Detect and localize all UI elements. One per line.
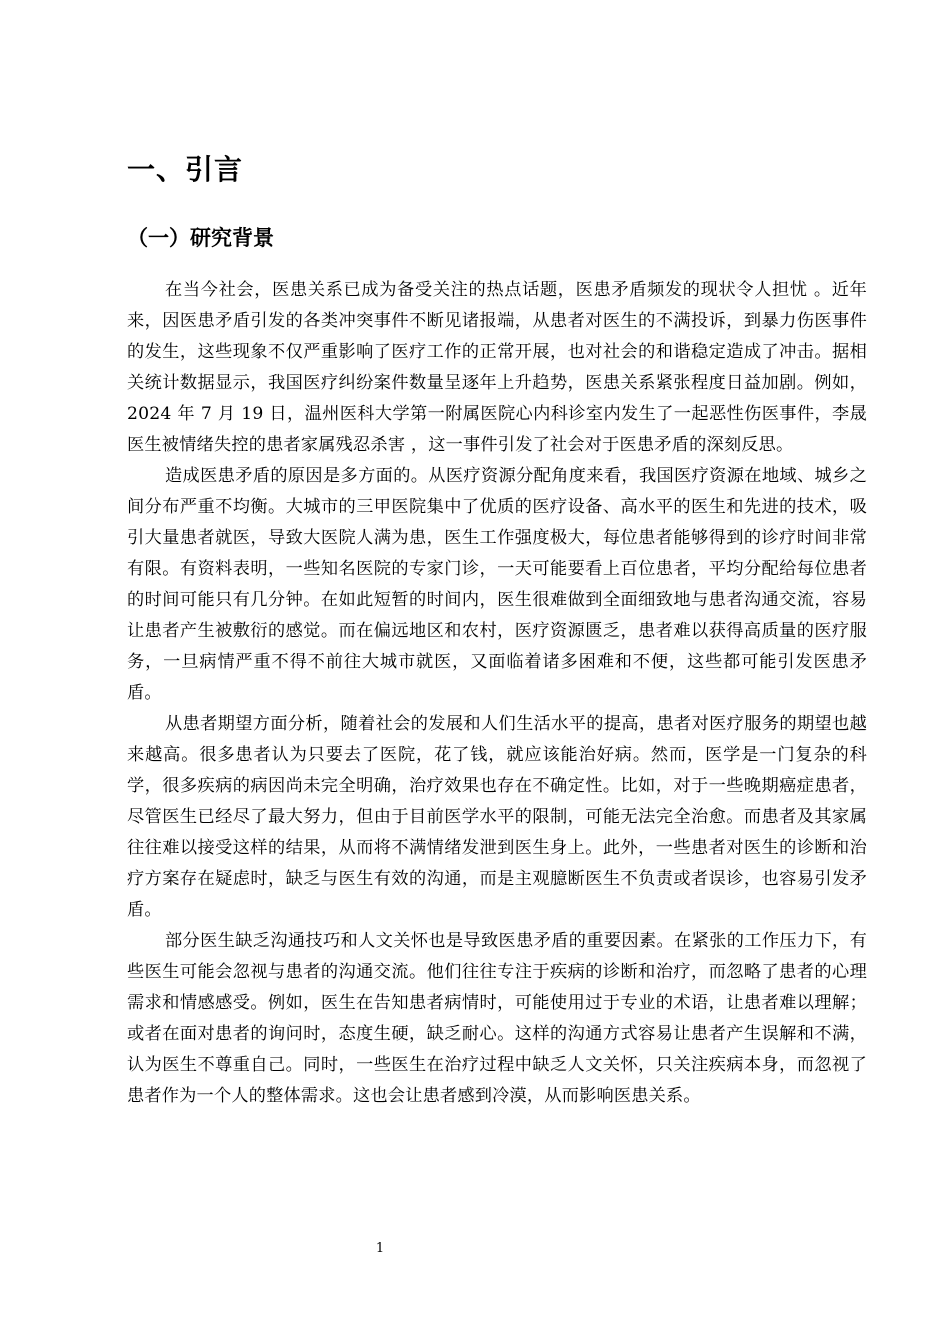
paragraph-2: 造成医患矛盾的原因是多方面的。从医疗资源分配角度来看，我国医疗资源在地域、城乡之间分布严重不均衡。大城市的三甲医院集中了优质的医疗设备、高水平的医生和先进的技术，吸引大量患者就医，导致大医院人满为患，医生工作强度极大，每位患者能够得到的诊疗时间非常有限。有资料表明，一些知名医院的专家门诊，一天可能要看上百位患者，平均分配给每位患者的时间可能只有几分钟。在如此短暂的时间内，医生很难做到全面细致地与患者沟通交流，容易让患者产生被敷衍的感觉。而在偏远地区和农村，医疗资源匮乏，患者难以获得高质量的医疗服务，一旦病情严重不得不前往大城市就医，又面临着诸多困难和不便，这些都可能引发医患矛盾。: [127, 466, 867, 703]
subsection-heading: （一）研究背景: [127, 226, 274, 250]
paragraph-3: 从患者期望方面分析，随着社会的发展和人们生活水平的提高，患者对医疗服务的期望也越来越高。很多患者认为只要去了医院，花了钱，就应该能治好病。然而，医学是一门复杂的科学，很多疾病的病因尚未完全明确，治疗效果也存在不确定性。比如，对于一些晚期癌症患者，尽管医生已经尽了最大努力，但由于目前医学水平的限制，可能无法完全治愈。而患者及其家属往往难以接受这样的结果，从而将不满情绪发泄到医生身上。此外，一些患者对医生的诊断和治疗方案存在疑虑时，缺乏与医生有效的沟通，而是主观臆断医生不负责或者误诊，也容易引发矛盾。: [127, 714, 867, 920]
section-heading: 一、引言: [127, 153, 244, 186]
page-number: 1: [375, 1241, 385, 1256]
body-text: [127, 275, 867, 1112]
paragraph-4: 部分医生缺乏沟通技巧和人文关怀也是导致医患矛盾的重要因素。在紧张的工作压力下，有些医生可能会忽视与患者的沟通交流。他们往往专注于疾病的诊断和治疗，而忽略了患者的心理需求和情感感受。例如，医生在告知患者病情时，可能使用过于专业的术语，让患者难以理解；或者在面对患者的询问时，态度生硬，缺乏耐心。这样的沟通方式容易让患者产生误解和不满，认为医生不尊重自己。同时，一些医生在治疗过程中缺乏人文关怀，只关注疾病本身，而忽视了患者作为一个人的整体需求。这也会让患者感到冷漠，从而影响医患关系。: [127, 931, 867, 1106]
paragraph-1: 在当今社会，医患关系已成为备受关注的热点话题，医患矛盾频发的现状令人担忧 。近年来，因医患矛盾引发的各类冲突事件不断见诸报端，从患者对医生的不满投诉，到暴力伤医事件的发生，这些现象不仅严重影响了医疗工作的正常开展，也对社会的和谐稳定造成了冲击。据相关统计数据显示，我国医疗纠纷案件数量呈逐年上升趋势，医患关系紧张程度日益加剧。例如，2024 年 7 月 19 日，温州医科大学第一附属医院心内科诊室内发生了一起恶性伤医事件，李晟医生被情绪失控的患者家属残忍杀害 ，这一事件引发了社会对于医患矛盾的深刻反思。: [127, 280, 867, 455]
